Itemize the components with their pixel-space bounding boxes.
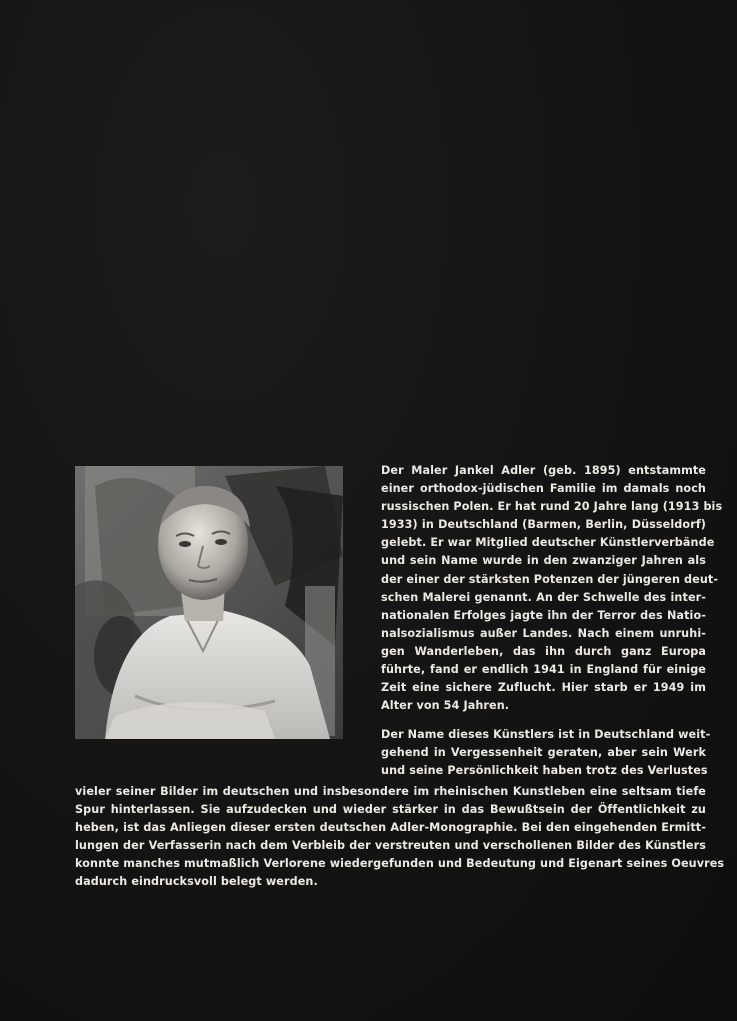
bio-line: und seine Persönlichkeit haben trotz des Verlustes	[381, 764, 708, 778]
bio-line: gelebt. Er war Mitglied deutscher Künstlerverbände	[381, 536, 715, 550]
bio-line: führte, fand er endlich 1941 in England für einige	[381, 663, 706, 677]
bio-line: Der Name dieses Künstlers ist in Deutschland weit-	[381, 728, 711, 741]
bio-line: schen Malerei genannt. An der Schwelle des inter-	[381, 590, 706, 604]
bio-line: Spur hinterlassen. Sie aufzudecken und wieder stärker in das Bewußtsein der Öffentlichkeit zu	[75, 803, 706, 817]
bio-line: russischen Polen. Er hat rund 20 Jahre lang (1913 bis	[381, 500, 723, 514]
bio-line: dadurch eindrucksvoll belegt werden.	[75, 875, 318, 889]
bio-paragraph-2-continued	[75, 783, 725, 892]
bio-line: nationalen Erfolges jagte ihn der Terror des Natio-	[381, 608, 706, 622]
bio-line: gehend in Vergessenheit geraten, aber sein Werk	[381, 746, 706, 760]
bio-line: 1933) in Deutschland (Barmen, Berlin, Düsseldorf)	[381, 518, 706, 532]
portrait-image	[75, 466, 343, 739]
bio-line: Zeit eine sichere Zuflucht. Hier starb er 1949 im	[381, 681, 706, 695]
bio-line: vieler seiner Bilder im deutschen und insbesondere im rheinischen Kunstleben eine seltsam tiefe	[75, 785, 706, 798]
bio-line: Der Maler Jankel Adler (geb. 1895) entstammte	[381, 464, 706, 477]
bio-line: einer orthodox-jüdischen Familie im damals noch	[381, 482, 706, 496]
bio-line: heben, ist das Anliegen dieser ersten deutschen Adler-Monographie. Bei den eingehenden Ermitt-	[75, 821, 706, 835]
bio-paragraph-2-start	[381, 726, 711, 780]
bio-line: lungen der Verfasserin nach dem Verbleib der verstreuten und verschollenen Bilder des Künstlers	[75, 839, 706, 853]
bio-line: Alter von 54 Jahren.	[381, 699, 510, 713]
bio-paragraph-1	[381, 462, 723, 715]
author-portrait-photo	[75, 466, 343, 739]
bio-line: gen Wanderleben, das ihn durch ganz Europa	[381, 644, 706, 658]
bio-line: der einer der stärksten Potenzen der jüngeren deut-	[381, 572, 719, 586]
bio-line: konnte manches mutmaßlich Verlorene wiedergefunden und Bedeutung und Eigenart seines Oeuvres	[75, 857, 725, 871]
bio-line: nalsozialismus außer Landes. Nach einem unruhi-	[381, 626, 706, 640]
bio-line: und sein Name wurde in den zwanziger Jahren als	[381, 554, 706, 568]
